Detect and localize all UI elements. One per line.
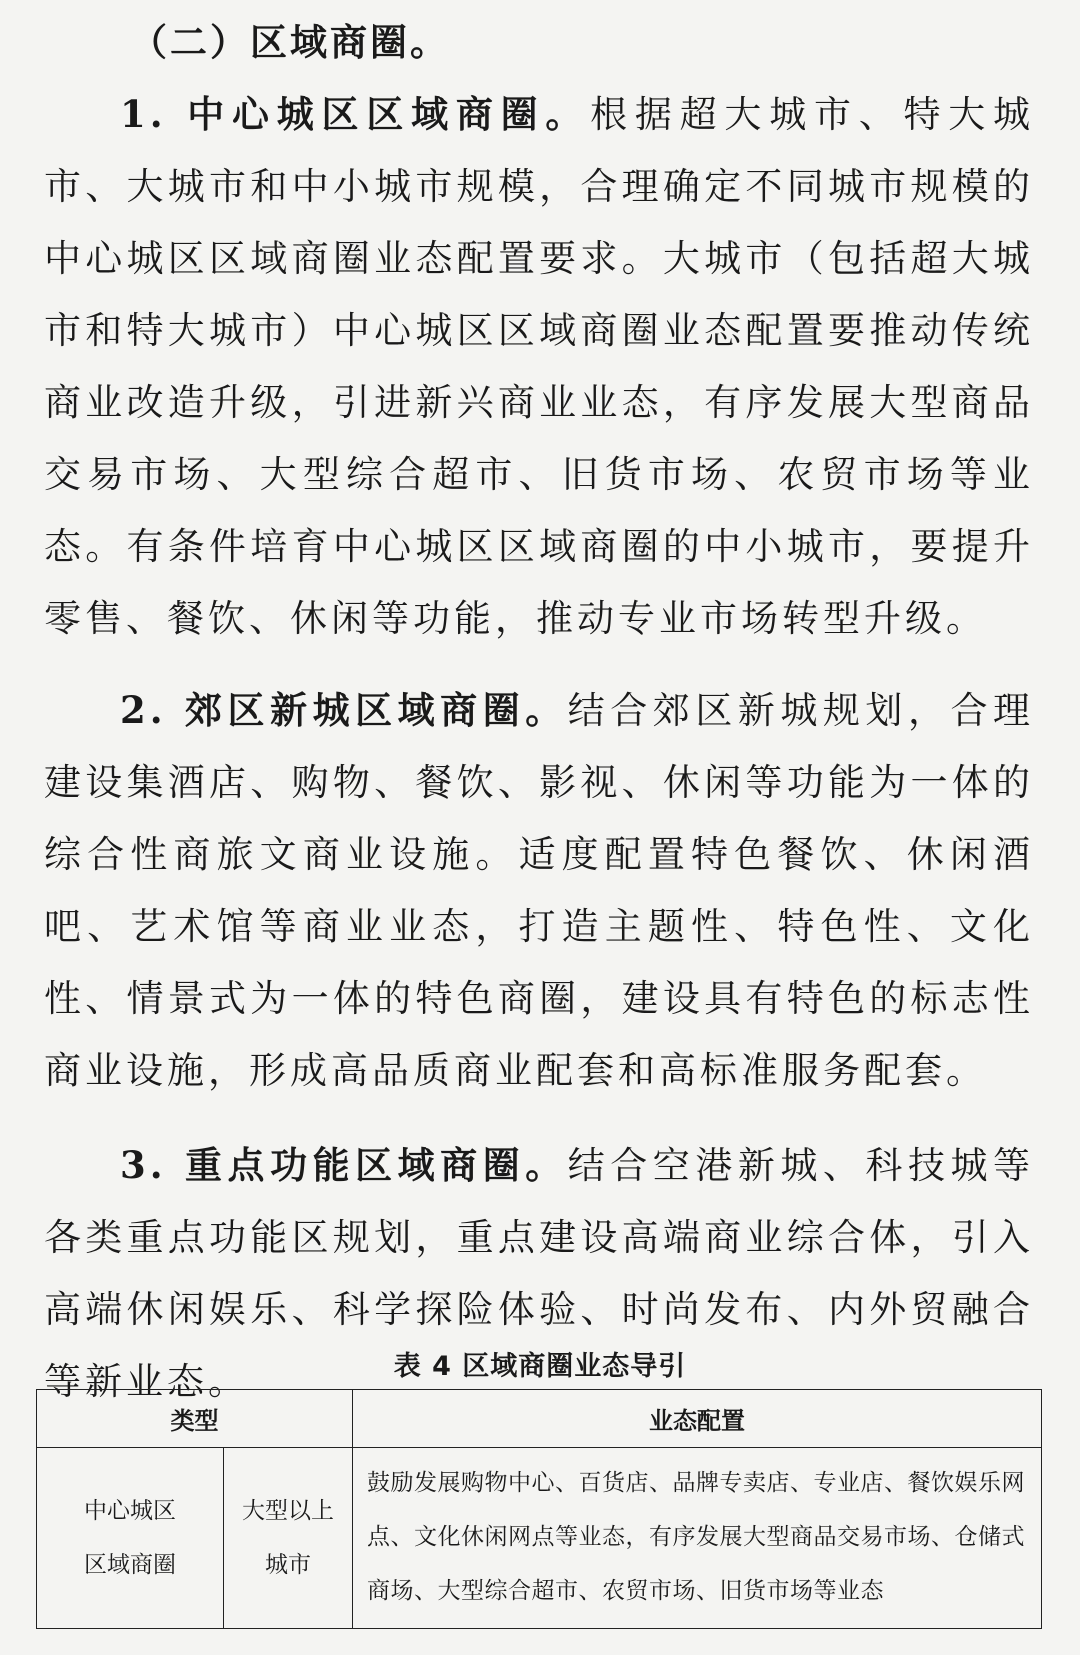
- table-row: [37, 1448, 1042, 1629]
- cell-type-line1: 中心城区: [84, 1498, 176, 1524]
- paragraph-1: [44, 78, 1034, 655]
- paragraph-1-lead: 1. 中心城区区域商圈。: [120, 92, 591, 136]
- cell-type: [37, 1448, 224, 1629]
- cell-scale: [224, 1448, 353, 1629]
- table-header-row: [37, 1390, 1042, 1448]
- table-caption: 表 4 区域商圈业态导引: [393, 1351, 687, 1382]
- guide-table: [36, 1389, 1042, 1629]
- paragraph-3-text: 结合空港新城、科技城等各类重点功能区规划，重点建设高端商业综合体，引入高端休闲娱乐、科学探险体验、时尚发布、内外贸融合等新业态。: [44, 1144, 1034, 1403]
- cell-type-line2: 区域商圈: [84, 1552, 176, 1578]
- paragraph-2-text: 结合郊区新城规划，合理建设集酒店、购物、餐饮、影视、休闲等功能为一体的综合性商旅文商业设施。适度配置特色餐饮、休闲酒吧、艺术馆等商业业态，打造主题性、特色性、文化性、情景式为一体的特色商圈，建设具有特色的标志性商业设施，形成高品质商业配套和高标准服务配套。: [44, 689, 1034, 1092]
- cell-scale-line1: 大型以上: [242, 1498, 334, 1524]
- paragraph-2-lead: 2. 郊区新城区域商圈。: [120, 688, 568, 732]
- cell-scale-line2: 城市: [265, 1552, 311, 1578]
- header-type: 类型: [37, 1390, 353, 1448]
- paragraph-3-lead: 3. 重点功能区域商圈。: [120, 1143, 568, 1187]
- paragraph-2: [44, 674, 1034, 1107]
- cell-config: 鼓励发展购物中心、百货店、品牌专卖店、专业店、餐饮娱乐网点、文化休闲网点等业态，有序发展大型商品交易市场、仓储式商场、大型综合超市、农贸市场、旧货市场等业态: [353, 1448, 1042, 1629]
- section-heading: （二）区域商圈。: [130, 20, 450, 64]
- header-config: 业态配置: [353, 1390, 1042, 1448]
- paragraph-1-text: 根据超大城市、特大城市、大城市和中小城市规模，合理确定不同城市规模的中心城区区域商圈业态配置要求。大城市（包括超大城市和特大城市）中心城区区域商圈业态配置要推动传统商业改造升级，引进新兴商业业态，有序发展大型商品交易市场、大型综合超市、旧货市场、农贸市场等业态。有条件培育中心城区区域商圈的中小城市，要提升零售、餐饮、休闲等功能，推动专业市场转型升级。: [44, 93, 1035, 640]
